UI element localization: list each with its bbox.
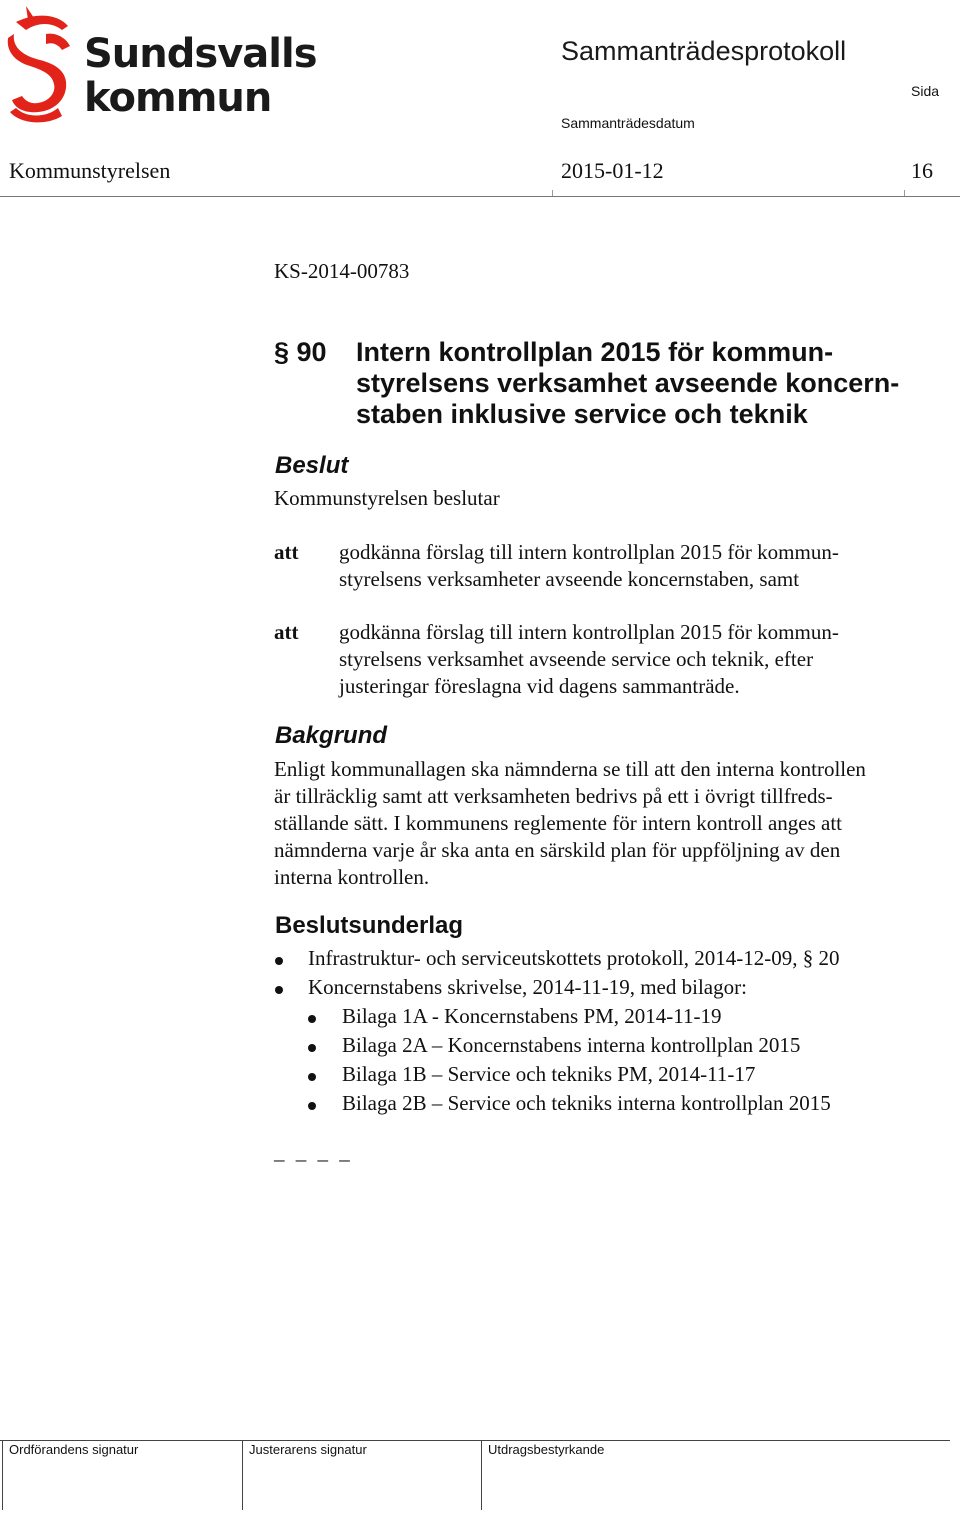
background-text <box>274 756 954 891</box>
decision-item-line: justeringar föreslagna vid dagens sammanträde. <box>339 674 740 698</box>
bullet-icon <box>308 1015 316 1023</box>
list-item: Bilaga 1A - Koncernstabens PM, 2014-11-19 <box>342 1004 722 1028</box>
document-type: Sammanträdesprotokoll <box>561 36 847 66</box>
list-item: Bilaga 2A – Koncernstabens interna kontrollplan 2015 <box>342 1033 801 1057</box>
logo-wordmark <box>84 32 317 120</box>
dragon-emblem-icon <box>6 4 80 126</box>
logo-line-1: Sundsvalls <box>84 31 317 77</box>
bullet-icon <box>275 957 283 965</box>
signature-box-border <box>481 1440 482 1510</box>
decision-prefix: att <box>274 540 299 564</box>
bullet-icon <box>275 986 283 994</box>
decision-item-text <box>339 619 939 700</box>
background-line: interna kontrollen. <box>274 865 430 889</box>
case-number: KS-2014-00783 <box>274 259 410 283</box>
certification-label: Utdragsbestyrkande <box>488 1442 605 1457</box>
decision-item-line: godkänna förslag till intern kontrollplan 2015 för kommun- <box>339 620 839 644</box>
end-marker: _ _ _ _ <box>274 1140 353 1164</box>
signature-box-border <box>2 1440 3 1510</box>
chair-signature-label: Ordförandens signatur <box>9 1442 139 1457</box>
logo-line-2: kommun <box>84 75 272 121</box>
decision-item-line: styrelsens verksamhet avseende service och teknik, efter <box>339 647 814 671</box>
decision-item-text <box>339 539 939 593</box>
header-divider <box>0 196 960 197</box>
list-item: Bilaga 2B – Service och tekniks interna kontrollplan 2015 <box>342 1091 831 1115</box>
page-label: Sida <box>911 83 940 99</box>
municipality-logo <box>6 4 316 126</box>
signature-divider <box>0 1440 950 1441</box>
section-title-line: staben inklusive service och teknik <box>356 399 808 429</box>
background-heading: Bakgrund <box>275 722 388 749</box>
background-line: är tillräcklig samt att verksamheten bedrivs på ett i övrigt tillfreds- <box>274 784 833 808</box>
supporting-documents-heading: Beslutsunderlag <box>275 912 464 939</box>
signature-box-border <box>242 1440 243 1510</box>
background-line: Enligt kommunallagen ska nämnderna se till att den interna kontrollen <box>274 757 866 781</box>
meeting-date: 2015-01-12 <box>561 158 664 183</box>
background-line: ställande sätt. I kommunens reglemente för intern kontroll anges att <box>274 811 843 835</box>
section-number: § 90 <box>274 337 327 367</box>
committee-name: Kommunstyrelsen <box>9 158 171 183</box>
section-title-line: Intern kontrollplan 2015 för kommun- <box>356 337 834 367</box>
background-line: nämnderna varje år ska anta en särskild plan för uppföljning av den <box>274 838 841 862</box>
bullet-icon <box>308 1073 316 1081</box>
list-item: Koncernstabens skrivelse, 2014-11-19, med bilagor: <box>308 975 747 999</box>
list-item: Infrastruktur- och serviceutskottets protokoll, 2014-12-09, § 20 <box>308 946 840 970</box>
bullet-icon <box>308 1044 316 1052</box>
decision-heading: Beslut <box>275 452 349 479</box>
bullet-icon <box>308 1102 316 1110</box>
page-number: 16 <box>911 158 933 183</box>
header-divider-tick <box>904 190 905 196</box>
section-title-line: styrelsens verksamhet avseende koncern- <box>356 368 900 398</box>
decision-prefix: att <box>274 620 299 644</box>
list-item: Bilaga 1B – Service och tekniks PM, 2014-11-17 <box>342 1062 756 1086</box>
header-divider-tick <box>552 190 553 196</box>
decision-item-line: styrelsens verksamheter avseende koncernstaben, samt <box>339 567 800 591</box>
adjuster-signature-label: Justerarens signatur <box>249 1442 367 1457</box>
meeting-date-label: Sammanträdesdatum <box>561 115 695 131</box>
section-title <box>356 337 946 430</box>
decision-intro: Kommunstyrelsen beslutar <box>274 486 500 510</box>
decision-item-line: godkänna förslag till intern kontrollplan 2015 för kommun- <box>339 540 839 564</box>
